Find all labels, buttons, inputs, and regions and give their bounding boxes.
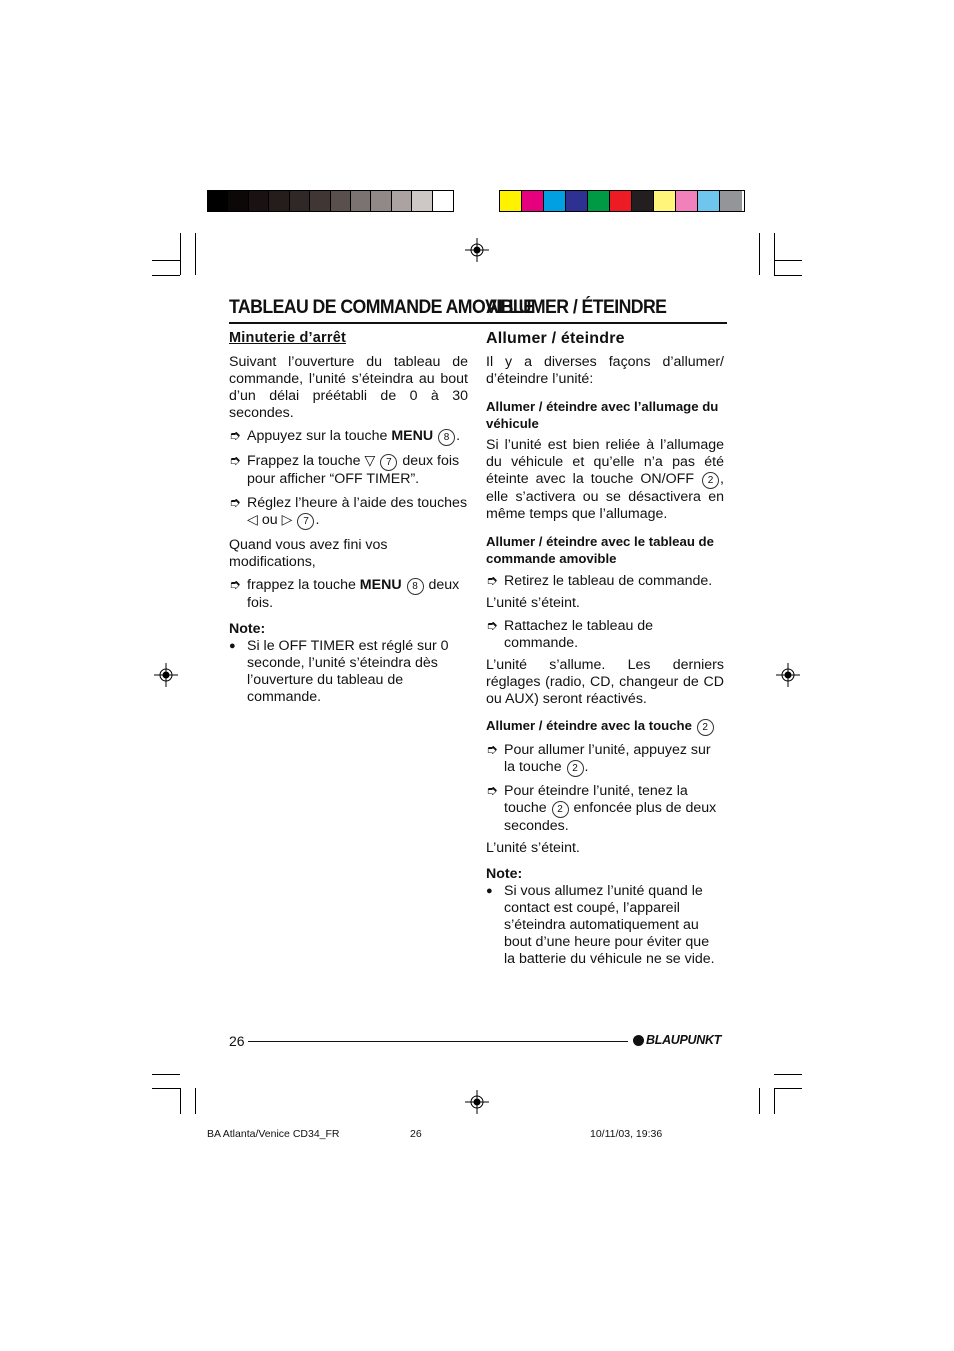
registration-mark-icon: [154, 663, 178, 687]
key-number: 7: [297, 513, 314, 530]
registration-mark-icon: [465, 238, 489, 262]
note-item: ● Si vous allumez l’unité quand le contact est coupé, l’appareil s’éteindra automatiquement au bout d’une heure pour éviter que la batterie du véhicule ne se vide.: [486, 883, 715, 967]
color-swatch: [269, 191, 289, 211]
bullet-icon: ●: [229, 640, 236, 652]
crop-mark: [195, 1088, 196, 1114]
grayscale-bar: [207, 190, 454, 212]
subtitle-allumage: Allumer / éteindre avec l’allumage du véhicule: [486, 399, 719, 431]
after-text: Quand vous avez fini vos modifications,: [229, 537, 388, 570]
color-swatch: [290, 191, 310, 211]
color-swatch: [544, 191, 566, 211]
color-swatch: [720, 191, 742, 211]
subtitle-minuterie: Minuterie d’arrêt: [229, 330, 347, 346]
list-item: ➮ Pour éteindre l’unité, tenez la touche 2 enfoncée plus de deux secondes.: [486, 783, 717, 834]
color-swatch: [522, 191, 544, 211]
crop-mark: [180, 1088, 181, 1114]
key-number: 2: [552, 801, 569, 818]
header-rule: [229, 322, 727, 324]
list-item: ➮ Pour allumer l’unité, appuyez sur la touche 2 .: [486, 742, 711, 775]
color-swatch: [208, 191, 228, 211]
arrow-icon: ➮: [486, 783, 498, 799]
subtitle-allumer: Allumer / éteindre: [486, 330, 625, 347]
crop-mark: [180, 233, 181, 275]
page-number: 26: [229, 1033, 245, 1049]
status-text: L’unité s’éteint.: [486, 595, 580, 611]
crop-mark: [774, 1088, 775, 1114]
color-swatch: [392, 191, 412, 211]
arrow-icon: ➮: [486, 618, 498, 634]
bullet-icon: ●: [486, 885, 493, 897]
crop-mark: [152, 260, 180, 261]
crop-mark: [759, 1088, 760, 1114]
subtitle-touche: Allumer / éteindre avec la touche 2: [486, 717, 724, 736]
color-swatch: [632, 191, 654, 211]
color-swatch: [566, 191, 588, 211]
left-column: [229, 330, 468, 706]
crop-mark: [774, 1088, 802, 1089]
crop-mark: [774, 233, 775, 275]
right-section-title: ALLUMER / ÉTEINDRE: [486, 297, 667, 318]
list-item: ➮ frappez la touche MENU 8 deux fois.: [229, 577, 460, 611]
key-number: 7: [380, 454, 397, 471]
brand-dot-icon: [633, 1035, 644, 1046]
key-number: 8: [438, 429, 455, 446]
key-number: 2: [702, 472, 719, 489]
color-swatch: [412, 191, 432, 211]
color-swatch: [588, 191, 610, 211]
left-section-title: TABLEAU DE COMMANDE AMOVIBLE: [229, 297, 535, 318]
note-item: ● Si le OFF TIMER est réglé sur 0 seconde, l’unité s’éteindra dès l’ouverture du tableau de commande.: [229, 638, 449, 705]
arrow-icon: ➮: [486, 573, 498, 589]
color-swatch: [228, 191, 248, 211]
crop-mark: [759, 233, 760, 275]
note-label: Note:: [229, 621, 266, 637]
crop-mark: [195, 233, 196, 275]
color-swatch: [654, 191, 676, 211]
brand-name: BLAUPUNKT: [646, 1033, 722, 1047]
crop-mark: [774, 260, 802, 261]
color-swatch: [433, 191, 453, 211]
left-triangle-icon: ◁: [247, 512, 258, 528]
key-number: 8: [407, 578, 424, 595]
arrow-icon: ➮: [229, 453, 241, 469]
crop-mark: [152, 1074, 180, 1075]
color-swatch: [351, 191, 371, 211]
color-swatch: [331, 191, 351, 211]
color-swatch: [249, 191, 269, 211]
status-text: L’unité s’allume. Les derniers réglages (radio, CD, changeur de CD ou AUX) seront réactivés.: [486, 657, 724, 707]
arrow-icon: ➮: [229, 428, 241, 444]
list-item: ➮ Retirez le tableau de commande.: [486, 573, 713, 589]
registration-mark-icon: [776, 663, 800, 687]
key-number: 2: [567, 760, 584, 777]
brand-logo: [633, 1033, 721, 1047]
right-column: [486, 330, 724, 968]
arrow-icon: ➮: [229, 495, 241, 511]
intro-paragraph: Suivant l’ouverture du tableau de commande, l’unité s’éteindra au bout d’un délai préétabli de 0 à 30 secondes.: [229, 354, 468, 421]
file-datetime: 10/11/03, 19:36: [590, 1128, 663, 1140]
arrow-icon: ➮: [486, 742, 498, 758]
file-page: 26: [410, 1128, 422, 1140]
file-name: BA Atlanta/Venice CD34_FR: [207, 1128, 340, 1140]
crop-mark: [774, 1074, 802, 1075]
color-swatch: [676, 191, 698, 211]
footer-rule: [248, 1041, 628, 1042]
intro-paragraph: Il y a diverses façons d’allumer/ d’éteindre l’unité:: [486, 354, 724, 387]
list-item: ➮ Frappez la touche ▽ 7 deux fois pour afficher “OFF TIMER”.: [229, 453, 460, 487]
list-item: ➮ Réglez l’heure à l’aide des touches ◁ ou ▷ 7 .: [229, 495, 468, 528]
color-swatch: [698, 191, 720, 211]
arrow-icon: ➮: [229, 577, 241, 593]
right-triangle-icon: ▷: [281, 512, 293, 528]
key-number: 2: [697, 719, 714, 736]
crop-mark: [774, 275, 802, 276]
down-triangle-icon: ▽: [364, 453, 376, 469]
color-swatch: [610, 191, 632, 211]
note-label: Note:: [486, 866, 523, 882]
list-item: ➮ Rattachez le tableau de commande.: [486, 618, 654, 651]
crop-mark: [152, 275, 180, 276]
status-text: L’unité s’éteint.: [486, 840, 580, 856]
crop-mark: [152, 1088, 180, 1089]
color-swatch: [310, 191, 330, 211]
paragraph: Si l’unité est bien reliée à l’allumage du véhicule et qu’elle n’a pas été éteinte avec la touche ON/OFF 2 , elle s’activera ou se désactivera en même temps que l’allumage.: [486, 437, 724, 522]
color-swatch: [371, 191, 391, 211]
color-swatch: [500, 191, 522, 211]
subtitle-tableau: Allumer / éteindre avec le tableau de commande amovible: [486, 534, 714, 566]
list-item: ➮ Appuyez sur la touche MENU 8 .: [229, 428, 461, 444]
color-bar: [499, 190, 745, 212]
registration-mark-icon: [465, 1090, 489, 1114]
